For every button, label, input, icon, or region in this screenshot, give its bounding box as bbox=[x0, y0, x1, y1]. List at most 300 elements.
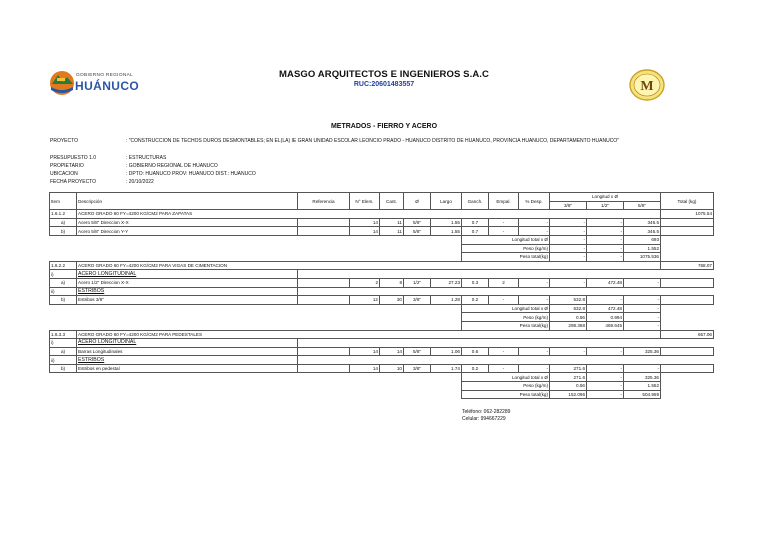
group-empty-cell bbox=[587, 356, 624, 365]
summary-value: 532.8 bbox=[550, 304, 587, 313]
summary-row bbox=[50, 373, 714, 382]
cell-cant: 8 bbox=[380, 278, 404, 287]
cell-item: a) bbox=[50, 347, 77, 356]
summary-value: - bbox=[624, 304, 661, 313]
group-empty-cell bbox=[298, 287, 350, 296]
cell-item: a) bbox=[50, 278, 77, 287]
group-item: i) bbox=[50, 339, 77, 348]
summary-blank bbox=[380, 373, 404, 382]
group-empty-cell bbox=[350, 287, 380, 296]
group-empty-cell bbox=[380, 339, 404, 348]
summary-value: 1.552 bbox=[624, 382, 661, 391]
summary-blank bbox=[404, 313, 431, 322]
cell-cant: 30 bbox=[380, 296, 404, 305]
summary-blank bbox=[431, 373, 462, 382]
cell-d58: 346.5 bbox=[624, 218, 661, 227]
cell-d58: 325.36 bbox=[624, 347, 661, 356]
cell-desp: - bbox=[519, 364, 550, 373]
cell-ganch: 0.7 bbox=[462, 227, 489, 236]
group-empty-cell bbox=[462, 270, 489, 279]
fecha-label: FECHA PROYECTO bbox=[50, 179, 97, 185]
presupuesto-label: PRESUPUESTO 1.0 bbox=[50, 155, 97, 161]
group-item: ii) bbox=[50, 287, 77, 296]
cell-d12: - bbox=[587, 347, 624, 356]
section-item: 1.6.3.3 bbox=[50, 330, 77, 339]
summary-label: Peso (kg/m) bbox=[462, 244, 550, 253]
cell-item: b) bbox=[50, 296, 77, 305]
table-row bbox=[50, 227, 714, 236]
summary-blank bbox=[380, 390, 404, 399]
group-empty-cell bbox=[519, 339, 550, 348]
summary-label: Longitud total x Ø bbox=[462, 304, 550, 313]
company-name: MASGO ARQUITECTOS E INGENIEROS S.A.C bbox=[279, 69, 489, 80]
company-ruc: RUC:20601483557 bbox=[353, 81, 415, 88]
cell-d58: - bbox=[624, 364, 661, 373]
group-empty-cell bbox=[404, 270, 431, 279]
summary-blank bbox=[661, 244, 714, 253]
section-row bbox=[50, 330, 714, 339]
summary-blank bbox=[50, 373, 77, 382]
summary-value: - bbox=[624, 321, 661, 330]
cell-total bbox=[661, 218, 714, 227]
summary-blank bbox=[77, 244, 298, 253]
summary-blank bbox=[380, 304, 404, 313]
cell-cant: 11 bbox=[380, 227, 404, 236]
group-empty-cell bbox=[431, 356, 462, 365]
summary-label: Longitud total x Ø bbox=[462, 373, 550, 382]
group-empty-cell bbox=[298, 356, 350, 365]
summary-blank bbox=[50, 321, 77, 330]
group-empty-cell bbox=[624, 287, 661, 296]
cell-desp: - bbox=[519, 347, 550, 356]
section-total: 768.07 bbox=[661, 261, 714, 270]
group-row bbox=[50, 287, 714, 296]
gobierno-regional-text: GOBIERNO REGIONAL bbox=[76, 73, 134, 78]
cell-empal: - bbox=[489, 227, 519, 236]
group-name: ACERO LONGITUDINAL bbox=[77, 339, 298, 348]
cell-total bbox=[661, 364, 714, 373]
group-empty-cell bbox=[462, 287, 489, 296]
cell-n-elem: 14 bbox=[350, 364, 380, 373]
cell-cant: 10 bbox=[380, 364, 404, 373]
footer-celular: Celular: 994667229 bbox=[462, 416, 506, 422]
summary-label: Longitud total x Ø bbox=[462, 235, 550, 244]
summary-blank bbox=[77, 390, 298, 399]
cell-descripcion: Acero 5/8" Direccion X-X bbox=[77, 218, 298, 227]
th-d12: 1/2" bbox=[587, 201, 624, 210]
summary-blank bbox=[77, 382, 298, 391]
proyecto-value: : "CONSTRUCCION DE TECHOS DUROS DESMONTABLES; EN EL(LA) IE GRAN UNIDAD ESCOLAR LEONCIO PRADO - HUANUCO DISTRITO DE HUANUCO, PROVINCIA HUANUCO, DEPARTAMENTO HUANUCO" bbox=[126, 138, 619, 144]
th-n-elem: N° Elem. bbox=[350, 193, 380, 210]
cell-empal: - bbox=[489, 296, 519, 305]
cell-empal: 2 bbox=[489, 278, 519, 287]
summary-blank bbox=[661, 321, 714, 330]
summary-blank bbox=[350, 235, 380, 244]
group-empty-cell bbox=[661, 339, 714, 348]
group-item: ii) bbox=[50, 356, 77, 365]
section-row bbox=[50, 261, 714, 270]
cell-largo: 1.55 bbox=[431, 218, 462, 227]
group-empty-cell bbox=[489, 339, 519, 348]
th-empal: Empal. bbox=[489, 193, 519, 210]
summary-blank bbox=[431, 313, 462, 322]
group-empty-cell bbox=[431, 339, 462, 348]
section-title: METRADOS - FIERRO Y ACERO bbox=[330, 123, 438, 130]
summary-value: - bbox=[587, 382, 624, 391]
section-item: 1.6.1.2 bbox=[50, 210, 77, 219]
summary-row bbox=[50, 253, 714, 262]
summary-value: 325.36 bbox=[624, 373, 661, 382]
summary-label: Peso total(kg) bbox=[462, 390, 550, 399]
cell-d38: - bbox=[550, 218, 587, 227]
cell-referencia bbox=[298, 218, 350, 227]
summary-blank bbox=[50, 313, 77, 322]
section-item: 1.6.2.2 bbox=[50, 261, 77, 270]
summary-blank bbox=[77, 313, 298, 322]
table-row bbox=[50, 364, 714, 373]
summary-value: 0.56 bbox=[550, 313, 587, 322]
cell-d38: - bbox=[550, 347, 587, 356]
section-row bbox=[50, 210, 714, 219]
summary-blank bbox=[404, 304, 431, 313]
group-empty-cell bbox=[489, 270, 519, 279]
group-empty-cell bbox=[661, 287, 714, 296]
group-empty-cell bbox=[350, 356, 380, 365]
cell-d38: 271.6 bbox=[550, 364, 587, 373]
summary-blank bbox=[50, 244, 77, 253]
cell-cant: 14 bbox=[380, 347, 404, 356]
group-empty-cell bbox=[624, 339, 661, 348]
summary-blank bbox=[404, 382, 431, 391]
group-empty-cell bbox=[587, 287, 624, 296]
summary-value: 0.56 bbox=[550, 382, 587, 391]
cell-desp: - bbox=[519, 296, 550, 305]
group-name: ESTRIBOS bbox=[77, 287, 298, 296]
summary-blank bbox=[350, 390, 380, 399]
cell-largo: 1.55 bbox=[431, 227, 462, 236]
cell-empal: - bbox=[489, 218, 519, 227]
section-title: ACERO GRADO 60 FY=4200 KG/CM2 PARA ZAPATAS bbox=[77, 210, 661, 219]
summary-row bbox=[50, 321, 714, 330]
summary-blank bbox=[380, 313, 404, 322]
summary-value: 0.994 bbox=[587, 313, 624, 322]
summary-blank bbox=[77, 321, 298, 330]
cell-total bbox=[661, 227, 714, 236]
group-empty-cell bbox=[624, 356, 661, 365]
th-descripcion: Descripción bbox=[77, 193, 298, 210]
cell-d58: 346.5 bbox=[624, 227, 661, 236]
cell-d38: - bbox=[550, 227, 587, 236]
summary-blank bbox=[431, 390, 462, 399]
cell-referencia bbox=[298, 278, 350, 287]
table-row bbox=[50, 296, 714, 305]
th-longitud: Longitud x Ø bbox=[550, 193, 661, 202]
cell-total bbox=[661, 278, 714, 287]
summary-blank bbox=[50, 382, 77, 391]
summary-value: 1.552 bbox=[624, 244, 661, 253]
cell-d12: - bbox=[587, 296, 624, 305]
cell-empal: - bbox=[489, 347, 519, 356]
summary-blank bbox=[298, 382, 350, 391]
cell-desp: - bbox=[519, 227, 550, 236]
cell-descripcion: Barras Longitudinales bbox=[77, 347, 298, 356]
group-empty-cell bbox=[462, 356, 489, 365]
group-empty-cell bbox=[404, 287, 431, 296]
cell-descripcion: Estribos 3/8" bbox=[77, 296, 298, 305]
cell-desp: - bbox=[519, 218, 550, 227]
summary-value: - bbox=[624, 313, 661, 322]
summary-row bbox=[50, 382, 714, 391]
cell-diam: 3/8" bbox=[404, 364, 431, 373]
cell-ganch: 0.3 bbox=[462, 278, 489, 287]
table-header-row bbox=[50, 193, 714, 202]
group-empty-cell bbox=[550, 287, 587, 296]
summary-value: - bbox=[550, 253, 587, 262]
summary-blank bbox=[661, 390, 714, 399]
cell-n-elem: 14 bbox=[350, 227, 380, 236]
summary-blank bbox=[50, 304, 77, 313]
th-item: Item bbox=[50, 193, 77, 210]
cell-total bbox=[661, 296, 714, 305]
group-empty-cell bbox=[350, 270, 380, 279]
cell-diam: 1/2" bbox=[404, 278, 431, 287]
cell-item: a) bbox=[50, 218, 77, 227]
summary-blank bbox=[380, 253, 404, 262]
summary-value: 504.959 bbox=[624, 390, 661, 399]
proyecto-label: PROYECTO bbox=[50, 138, 78, 144]
summary-blank bbox=[298, 321, 350, 330]
group-empty-cell bbox=[587, 270, 624, 279]
cell-cant: 11 bbox=[380, 218, 404, 227]
cell-d12: - bbox=[587, 227, 624, 236]
cell-descripcion: Acero 1/2" Direccion X-X bbox=[77, 278, 298, 287]
th-diam: Ø bbox=[404, 193, 431, 210]
group-empty-cell bbox=[624, 270, 661, 279]
summary-blank bbox=[298, 373, 350, 382]
summary-label: Peso total(kg) bbox=[462, 253, 550, 262]
summary-value: - bbox=[587, 253, 624, 262]
group-empty-cell bbox=[587, 339, 624, 348]
ubicacion-label: UBICACION bbox=[50, 171, 78, 177]
summary-blank bbox=[661, 253, 714, 262]
group-empty-cell bbox=[550, 339, 587, 348]
summary-blank bbox=[350, 382, 380, 391]
summary-blank bbox=[380, 244, 404, 253]
group-empty-cell bbox=[380, 270, 404, 279]
cell-d58: - bbox=[624, 278, 661, 287]
cell-ganch: 0.7 bbox=[462, 218, 489, 227]
propietario-value: : GOBIERNO REGIONAL DE HUANUCO bbox=[126, 163, 218, 169]
summary-row bbox=[50, 313, 714, 322]
section-title: ACERO GRADO 60 FY=4200 KG/CM2 PARA PEDESTALES bbox=[77, 330, 661, 339]
summary-blank bbox=[350, 304, 380, 313]
cell-item: b) bbox=[50, 364, 77, 373]
th-total: Total (kg) bbox=[661, 193, 714, 210]
cell-referencia bbox=[298, 364, 350, 373]
cell-d12: - bbox=[587, 218, 624, 227]
summary-blank bbox=[50, 253, 77, 262]
summary-blank bbox=[380, 235, 404, 244]
cell-referencia bbox=[298, 227, 350, 236]
fecha-value: : 20/10/2022 bbox=[126, 179, 154, 185]
summary-value: - bbox=[550, 235, 587, 244]
summary-blank bbox=[350, 313, 380, 322]
summary-value: 298.368 bbox=[550, 321, 587, 330]
summary-blank bbox=[298, 235, 350, 244]
cell-largo: 27.23 bbox=[431, 278, 462, 287]
summary-value: - bbox=[550, 244, 587, 253]
summary-blank bbox=[404, 390, 431, 399]
metrados-table bbox=[49, 192, 714, 399]
cell-descripcion: Estribos en pedestal bbox=[77, 364, 298, 373]
propietario-label: PROPIETARIO bbox=[50, 163, 84, 169]
summary-row bbox=[50, 304, 714, 313]
group-row bbox=[50, 270, 714, 279]
summary-value: 693 bbox=[624, 235, 661, 244]
summary-blank bbox=[298, 244, 350, 253]
summary-blank bbox=[431, 253, 462, 262]
summary-blank bbox=[380, 321, 404, 330]
group-empty-cell bbox=[380, 287, 404, 296]
summary-blank bbox=[350, 244, 380, 253]
summary-blank bbox=[431, 321, 462, 330]
footer-contact bbox=[462, 409, 510, 423]
group-name: ESTRIBOS bbox=[77, 356, 298, 365]
th-desp: % Desp. bbox=[519, 193, 550, 210]
summary-blank bbox=[77, 373, 298, 382]
summary-blank bbox=[404, 244, 431, 253]
summary-label: Peso (kg/m) bbox=[462, 382, 550, 391]
cell-empal: - bbox=[489, 364, 519, 373]
summary-blank bbox=[350, 373, 380, 382]
group-empty-cell bbox=[431, 287, 462, 296]
summary-row bbox=[50, 235, 714, 244]
table-row bbox=[50, 218, 714, 227]
summary-blank bbox=[50, 390, 77, 399]
table-row bbox=[50, 347, 714, 356]
group-empty-cell bbox=[431, 270, 462, 279]
cell-d38: - bbox=[550, 278, 587, 287]
group-row bbox=[50, 356, 714, 365]
summary-blank bbox=[431, 382, 462, 391]
cell-diam: 5/8" bbox=[404, 227, 431, 236]
summary-value: - bbox=[587, 244, 624, 253]
cell-ganch: 0.2 bbox=[462, 296, 489, 305]
group-empty-cell bbox=[489, 356, 519, 365]
cell-largo: 1.28 bbox=[431, 296, 462, 305]
summary-row bbox=[50, 390, 714, 399]
cell-descripcion: Acero 5/8" Direccion Y-Y bbox=[77, 227, 298, 236]
project-meta bbox=[0, 138, 768, 198]
summary-blank bbox=[431, 304, 462, 313]
summary-blank bbox=[661, 382, 714, 391]
cell-total bbox=[661, 347, 714, 356]
section-total: 1075.54 bbox=[661, 210, 714, 219]
summary-blank bbox=[298, 304, 350, 313]
th-referencia: Referencia bbox=[298, 193, 350, 210]
group-empty-cell bbox=[550, 270, 587, 279]
summary-value: 1075.536 bbox=[624, 253, 661, 262]
th-largo: Largo bbox=[431, 193, 462, 210]
th-d38: 3/8" bbox=[550, 201, 587, 210]
group-empty-cell bbox=[404, 339, 431, 348]
group-empty-cell bbox=[462, 339, 489, 348]
presupuesto-value: : ESTRUCTURAS bbox=[126, 155, 167, 161]
cell-diam: 5/8" bbox=[404, 347, 431, 356]
cell-d38: 532.8 bbox=[550, 296, 587, 305]
summary-blank bbox=[350, 253, 380, 262]
cell-diam: 5/8" bbox=[404, 218, 431, 227]
summary-value: 152.096 bbox=[550, 390, 587, 399]
group-empty-cell bbox=[550, 356, 587, 365]
group-name: ACERO LONGITUDINAL bbox=[77, 270, 298, 279]
summary-value: 271.6 bbox=[550, 373, 587, 382]
group-empty-cell bbox=[489, 287, 519, 296]
table-row bbox=[50, 278, 714, 287]
group-empty-cell bbox=[519, 287, 550, 296]
cell-n-elem: 2 bbox=[350, 278, 380, 287]
group-empty-cell bbox=[298, 270, 350, 279]
summary-value: - bbox=[587, 235, 624, 244]
group-empty-cell bbox=[661, 356, 714, 365]
summary-blank bbox=[380, 382, 404, 391]
cell-d12: - bbox=[587, 364, 624, 373]
summary-blank bbox=[77, 304, 298, 313]
summary-blank bbox=[298, 313, 350, 322]
summary-value: 469.645 bbox=[587, 321, 624, 330]
ubicacion-value: : DPTO: HUANUCO PROV: HUANUCO DIST.: HUANUCO bbox=[126, 171, 256, 177]
summary-value: - bbox=[587, 390, 624, 399]
cell-d58: - bbox=[624, 296, 661, 305]
group-empty-cell bbox=[350, 339, 380, 348]
th-d58: 5/8" bbox=[624, 201, 661, 210]
summary-blank bbox=[298, 253, 350, 262]
summary-blank bbox=[77, 235, 298, 244]
cell-d12: 472.48 bbox=[587, 278, 624, 287]
section-title: ACERO GRADO 60 FY=4200 KG/CM2 PARA VIGAS DE CIMENTACION bbox=[77, 261, 661, 270]
summary-blank bbox=[661, 235, 714, 244]
footer-telefono: Teléfono: 062-282289 bbox=[462, 409, 511, 415]
summary-blank bbox=[661, 373, 714, 382]
th-ganch: Ganch. bbox=[462, 193, 489, 210]
summary-row bbox=[50, 244, 714, 253]
group-empty-cell bbox=[298, 339, 350, 348]
summary-value: - bbox=[587, 373, 624, 382]
summary-value: 472.48 bbox=[587, 304, 624, 313]
summary-blank bbox=[431, 235, 462, 244]
svg-text:M: M bbox=[640, 79, 654, 94]
cell-referencia bbox=[298, 296, 350, 305]
summary-blank bbox=[298, 390, 350, 399]
cell-largo: 1.06 bbox=[431, 347, 462, 356]
group-empty-cell bbox=[519, 270, 550, 279]
group-empty-cell bbox=[404, 356, 431, 365]
huanuco-text: HUÁNUCO bbox=[75, 79, 140, 93]
cell-n-elem: 14 bbox=[350, 347, 380, 356]
cell-referencia bbox=[298, 347, 350, 356]
summary-blank bbox=[404, 235, 431, 244]
summary-label: Peso (kg/m) bbox=[462, 313, 550, 322]
group-item: i) bbox=[50, 270, 77, 279]
summary-label: Peso total(kg) bbox=[462, 321, 550, 330]
summary-blank bbox=[661, 313, 714, 322]
group-empty-cell bbox=[519, 356, 550, 365]
summary-blank bbox=[404, 253, 431, 262]
summary-blank bbox=[404, 373, 431, 382]
summary-blank bbox=[661, 304, 714, 313]
th-cant: Cant. bbox=[380, 193, 404, 210]
cell-ganch: 0.2 bbox=[462, 364, 489, 373]
